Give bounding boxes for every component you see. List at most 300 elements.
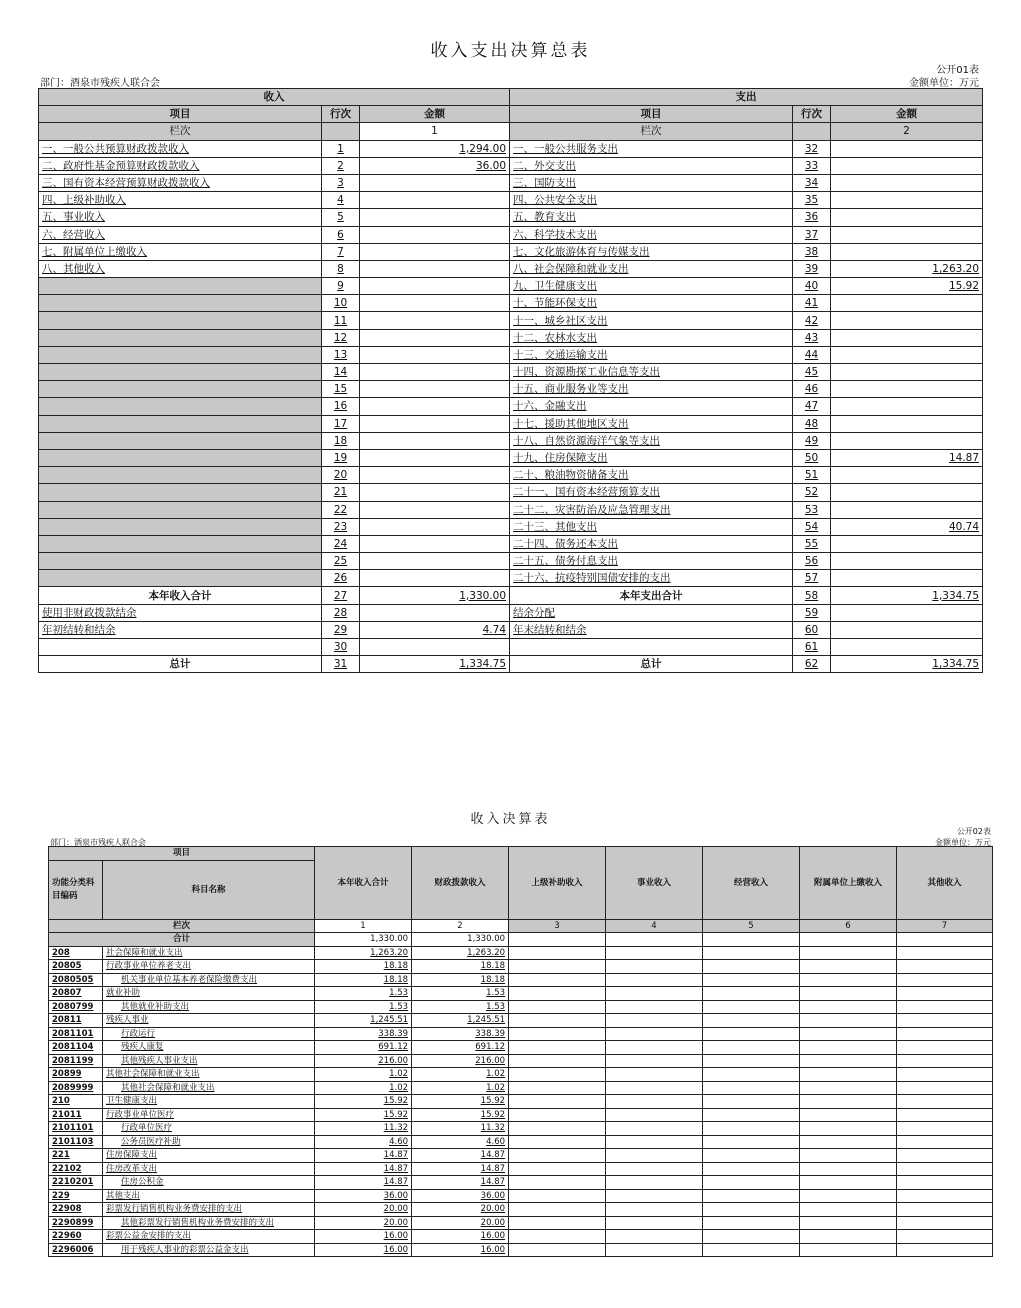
- income-amount: 36.00: [360, 157, 510, 174]
- empty-cell: [703, 1041, 800, 1055]
- col-index-label: 栏次: [39, 123, 322, 140]
- empty-cell: [800, 1243, 897, 1257]
- report1-dept: 部门：酒泉市残疾人联合会: [40, 78, 160, 89]
- income-line-no: 13: [322, 346, 360, 363]
- expense-item: 七、文化旅游体育与传媒支出: [510, 243, 793, 260]
- income-total-value: 36.00: [315, 1189, 412, 1203]
- empty-cell: [509, 1203, 606, 1217]
- income-item: [39, 312, 322, 329]
- income-line-no: 21: [322, 484, 360, 501]
- expense-amount: [831, 467, 983, 484]
- fiscal-income-value: 18.18: [412, 960, 509, 974]
- income-total-value: 338.39: [315, 1027, 412, 1041]
- fiscal-income-value: 18.18: [412, 973, 509, 987]
- empty-cell: [703, 960, 800, 974]
- expense-item: 十五、商业服务业等支出: [510, 381, 793, 398]
- fiscal-income-value: 14.87: [412, 1162, 509, 1176]
- total-fiscal-value: 1,330.00: [412, 933, 509, 947]
- expense-item: 一、一般公共服务支出: [510, 140, 793, 157]
- subject-code: 20899: [49, 1068, 103, 1082]
- expense-line-no: 46: [793, 381, 831, 398]
- table-row: [39, 260, 983, 277]
- income-item: 八、其他收入: [39, 260, 322, 277]
- table-row: [49, 1068, 993, 1082]
- table-row: [49, 1203, 993, 1217]
- income-item: [39, 518, 322, 535]
- empty-cell: [800, 1203, 897, 1217]
- table-row: [49, 1054, 993, 1068]
- subject-code: 208: [49, 946, 103, 960]
- col-header-item: 项目: [510, 106, 793, 123]
- table-row: [39, 553, 983, 570]
- expense-line-no: 56: [793, 553, 831, 570]
- table-row: [39, 226, 983, 243]
- fiscal-income-value: 14.87: [412, 1149, 509, 1163]
- subject-name: 行政运行: [103, 1027, 315, 1041]
- empty-cell: [897, 1122, 993, 1136]
- empty-cell: [800, 960, 897, 974]
- empty-cell: [509, 1108, 606, 1122]
- fiscal-income-value: 691.12: [412, 1041, 509, 1055]
- income-amount: [360, 604, 510, 621]
- subject-name: 用于残疾人事业的彩票公益金支出: [103, 1243, 315, 1257]
- empty-cell: [703, 1189, 800, 1203]
- income-amount: [360, 295, 510, 312]
- income-amount: [360, 432, 510, 449]
- empty-cell: [509, 1000, 606, 1014]
- table-row: [49, 1081, 993, 1095]
- expense-amount: 40.74: [831, 518, 983, 535]
- income-line-no: 26: [322, 570, 360, 587]
- expense-item: 十、节能环保支出: [510, 295, 793, 312]
- empty-cell: [897, 1135, 993, 1149]
- income-amount: [360, 553, 510, 570]
- col-header-item: 项目: [39, 106, 322, 123]
- expense-amount: [831, 398, 983, 415]
- table-row: [39, 398, 983, 415]
- income-item: [39, 398, 322, 415]
- empty-cell: [509, 1216, 606, 1230]
- income-total-amount: 1,330.00: [360, 587, 510, 604]
- table-row: [39, 295, 983, 312]
- expense-total-line: 58: [793, 587, 831, 604]
- expense-item: 三、国防支出: [510, 174, 793, 191]
- income-item: [39, 553, 322, 570]
- table-row: [49, 1041, 993, 1055]
- table-row: [49, 1189, 993, 1203]
- empty-cell: [703, 1122, 800, 1136]
- empty-cell: [897, 1162, 993, 1176]
- empty-cell: [800, 1027, 897, 1041]
- income-line-no: 6: [322, 226, 360, 243]
- table-row: [39, 364, 983, 381]
- subject-name: 其他社会保障和就业支出: [103, 1081, 315, 1095]
- subject-code: 22102: [49, 1162, 103, 1176]
- fiscal-income-value: 4.60: [412, 1135, 509, 1149]
- empty-cell: [897, 1000, 993, 1014]
- subject-name: 彩票公益金安排的支出: [103, 1230, 315, 1244]
- expense-line-no: 54: [793, 518, 831, 535]
- table-row: [49, 1000, 993, 1014]
- income-expense-summary-table: [38, 88, 983, 673]
- fiscal-income-value: 16.00: [412, 1243, 509, 1257]
- empty-cell: [703, 1027, 800, 1041]
- report2-dept: 部门：酒泉市残疾人联合会: [50, 838, 146, 847]
- expense-amount: [831, 570, 983, 587]
- income-line-no: 1: [322, 140, 360, 157]
- income-section-header: 收入: [39, 89, 510, 106]
- table-row: [39, 639, 983, 656]
- table-row: [49, 1243, 993, 1257]
- expense-amount: [831, 484, 983, 501]
- table-row: [39, 174, 983, 191]
- empty-cell: [703, 1135, 800, 1149]
- income-total-value: 216.00: [315, 1054, 412, 1068]
- income-amount: [360, 381, 510, 398]
- income-amount: [360, 518, 510, 535]
- annual-total-row: [39, 587, 983, 604]
- expense-line-no: 38: [793, 243, 831, 260]
- col-index-value: 2: [831, 123, 983, 140]
- income-total-value: 20.00: [315, 1216, 412, 1230]
- income-amount: [360, 484, 510, 501]
- expense-amount: [831, 364, 983, 381]
- expense-item: 十六、金融支出: [510, 398, 793, 415]
- table-row: [39, 518, 983, 535]
- empty-cell: [509, 946, 606, 960]
- income-item: [39, 449, 322, 466]
- income-line-no: 3: [322, 174, 360, 191]
- expense-line-no: 48: [793, 415, 831, 432]
- empty-cell: [897, 1014, 993, 1028]
- expense-item: 十七、援助其他地区支出: [510, 415, 793, 432]
- expense-line-no: 36: [793, 209, 831, 226]
- expense-item: 五、教育支出: [510, 209, 793, 226]
- expense-line-no: 44: [793, 346, 831, 363]
- income-total-value: 1.53: [315, 987, 412, 1001]
- income-item: [39, 415, 322, 432]
- table-row: [49, 1230, 993, 1244]
- expense-amount: [831, 501, 983, 518]
- income-line-no: 20: [322, 467, 360, 484]
- expense-amount: [831, 243, 983, 260]
- subject-name: 其他支出: [103, 1189, 315, 1203]
- empty-cell: [606, 1189, 703, 1203]
- expense-amount: [831, 346, 983, 363]
- empty-cell: [897, 1108, 993, 1122]
- col-header-name: 科目名称: [103, 860, 315, 919]
- subject-code: 20811: [49, 1014, 103, 1028]
- expense-item: 年末结转和结余: [510, 621, 793, 638]
- report1-unit: 金额单位：万元: [909, 78, 979, 89]
- table-row: [49, 1216, 993, 1230]
- empty-cell: [897, 946, 993, 960]
- expense-line-no: 45: [793, 364, 831, 381]
- expense-amount: [831, 381, 983, 398]
- empty-cell: [703, 1230, 800, 1244]
- expense-total-amount: 1,334.75: [831, 587, 983, 604]
- table-row: [39, 381, 983, 398]
- fiscal-income-value: 15.92: [412, 1095, 509, 1109]
- empty-cell: [606, 960, 703, 974]
- empty-cell: [606, 1068, 703, 1082]
- empty-cell: [800, 1014, 897, 1028]
- income-amount: 4.74: [360, 621, 510, 638]
- expense-item: 十三、交通运输支出: [510, 346, 793, 363]
- expense-line-no: 40: [793, 278, 831, 295]
- fiscal-income-value: 16.00: [412, 1230, 509, 1244]
- subject-name: 就业补助: [103, 987, 315, 1001]
- empty-cell: [606, 1135, 703, 1149]
- table-row: [49, 1108, 993, 1122]
- empty-cell: [703, 1149, 800, 1163]
- income-line-no: 25: [322, 553, 360, 570]
- col-header-amount: 金额: [831, 106, 983, 123]
- income-line-no: 22: [322, 501, 360, 518]
- grand-income-amount: 1,334.75: [360, 656, 510, 673]
- empty-cell: [509, 1176, 606, 1190]
- expense-amount: [831, 604, 983, 621]
- expense-amount: [831, 140, 983, 157]
- empty-cell: [606, 1162, 703, 1176]
- expense-amount: [831, 174, 983, 191]
- income-line-no: 23: [322, 518, 360, 535]
- table-row: [49, 960, 993, 974]
- empty-cell: [897, 1203, 993, 1217]
- income-amount: [360, 467, 510, 484]
- expense-item: 十一、城乡社区支出: [510, 312, 793, 329]
- empty-cell: [509, 1027, 606, 1041]
- subject-name: 行政事业单位医疗: [103, 1108, 315, 1122]
- subject-code: 22908: [49, 1203, 103, 1217]
- report1-form-code: 公开01表: [936, 65, 979, 76]
- empty-cell: [606, 1176, 703, 1190]
- empty-cell: [897, 973, 993, 987]
- fiscal-income-value: 20.00: [412, 1216, 509, 1230]
- income-amount: [360, 226, 510, 243]
- empty-cell: [509, 1041, 606, 1055]
- col-index-value: 6: [800, 919, 897, 933]
- empty-cell: [509, 1054, 606, 1068]
- expense-amount: [831, 295, 983, 312]
- empty-cell: [606, 1041, 703, 1055]
- col-header-affiliated: 附属单位上缴收入: [800, 847, 897, 920]
- income-total-label: 本年收入合计: [39, 587, 322, 604]
- empty-cell: [509, 1243, 606, 1257]
- col-index-blank: [793, 123, 831, 140]
- income-line-no: 5: [322, 209, 360, 226]
- table-row: [49, 1149, 993, 1163]
- fiscal-income-value: 36.00: [412, 1189, 509, 1203]
- income-line-no: 14: [322, 364, 360, 381]
- subject-code: 2290899: [49, 1216, 103, 1230]
- fiscal-income-value: 1.53: [412, 1000, 509, 1014]
- table-row: [39, 621, 983, 638]
- income-total-value: 18.18: [315, 973, 412, 987]
- empty-cell: [800, 1189, 897, 1203]
- fiscal-income-value: 14.87: [412, 1176, 509, 1190]
- table-row: [49, 1014, 993, 1028]
- table-row: [39, 449, 983, 466]
- empty-cell: [800, 1041, 897, 1055]
- income-line-no: 30: [322, 639, 360, 656]
- income-amount: [360, 570, 510, 587]
- income-amount: [360, 329, 510, 346]
- col-index-value: 4: [606, 919, 703, 933]
- income-item: [39, 484, 322, 501]
- empty-cell: [606, 1243, 703, 1257]
- expense-amount: [831, 621, 983, 638]
- expense-line-no: 42: [793, 312, 831, 329]
- subject-name: 公务员医疗补助: [103, 1135, 315, 1149]
- grand-expense-line: 62: [793, 656, 831, 673]
- empty-cell: [800, 973, 897, 987]
- empty-cell: [800, 946, 897, 960]
- table-row: [49, 1162, 993, 1176]
- income-total-value: 15.92: [315, 1108, 412, 1122]
- col-header-item: 项目: [49, 847, 315, 861]
- col-header-superior: 上级补助收入: [509, 847, 606, 920]
- empty-cell: [897, 960, 993, 974]
- table-row: [39, 157, 983, 174]
- expense-line-no: 52: [793, 484, 831, 501]
- fiscal-income-value: 20.00: [412, 1203, 509, 1217]
- table-row: [39, 329, 983, 346]
- income-amount: 1,294.00: [360, 140, 510, 157]
- expense-line-no: 53: [793, 501, 831, 518]
- income-amount: [360, 346, 510, 363]
- subject-name: 卫生健康支出: [103, 1095, 315, 1109]
- income-line-no: 10: [322, 295, 360, 312]
- empty-cell: [703, 1216, 800, 1230]
- expense-item: 十四、资源勘探工业信息等支出: [510, 364, 793, 381]
- table-row: [49, 946, 993, 960]
- expense-line-no: 35: [793, 192, 831, 209]
- expense-line-no: 57: [793, 570, 831, 587]
- empty-cell: [509, 973, 606, 987]
- expense-item: 二十、粮油物资储备支出: [510, 467, 793, 484]
- income-total-value: 20.00: [315, 1203, 412, 1217]
- empty-cell: [897, 1149, 993, 1163]
- empty-cell: [897, 1027, 993, 1041]
- subject-code: 22960: [49, 1230, 103, 1244]
- empty-cell: [897, 1216, 993, 1230]
- table-row: [39, 312, 983, 329]
- income-amount: [360, 639, 510, 656]
- col-index-value: 5: [703, 919, 800, 933]
- grand-total-row: [39, 656, 983, 673]
- income-item: [39, 570, 322, 587]
- col-header-amount: 金额: [360, 106, 510, 123]
- income-item: [39, 295, 322, 312]
- expense-line-no: 50: [793, 449, 831, 466]
- income-item: [39, 381, 322, 398]
- expense-amount: [831, 553, 983, 570]
- empty-cell: [606, 1216, 703, 1230]
- col-index-value: 7: [897, 919, 993, 933]
- empty-cell: [509, 987, 606, 1001]
- table-row: [39, 501, 983, 518]
- fiscal-income-value: 1.53: [412, 987, 509, 1001]
- income-item: 使用非财政拨款结余: [39, 604, 322, 621]
- expense-item: 十八、自然资源海洋气象等支出: [510, 432, 793, 449]
- income-amount: [360, 415, 510, 432]
- empty-cell: [606, 1122, 703, 1136]
- table-row: [39, 140, 983, 157]
- income-line-no: 15: [322, 381, 360, 398]
- empty-cell: [606, 1108, 703, 1122]
- subject-name: 其他彩票发行销售机构业务费安排的支出: [103, 1216, 315, 1230]
- table-row: [49, 1095, 993, 1109]
- grand-income-line: 31: [322, 656, 360, 673]
- empty-cell: [606, 946, 703, 960]
- subject-code: 2101103: [49, 1135, 103, 1149]
- empty-cell: [509, 1135, 606, 1149]
- expense-amount: [831, 226, 983, 243]
- empty-cell: [800, 1054, 897, 1068]
- col-index-label: 栏次: [49, 919, 315, 933]
- expense-line-no: 61: [793, 639, 831, 656]
- subject-name: 住房保障支出: [103, 1149, 315, 1163]
- income-line-no: 11: [322, 312, 360, 329]
- table-row: [39, 243, 983, 260]
- empty-cell: [897, 1054, 993, 1068]
- income-item: [39, 501, 322, 518]
- empty-cell: [509, 1162, 606, 1176]
- report2-form-code: 公开02表: [956, 827, 991, 836]
- income-line-no: 8: [322, 260, 360, 277]
- income-amount: [360, 260, 510, 277]
- income-amount: [360, 449, 510, 466]
- empty-cell: [703, 1081, 800, 1095]
- expense-line-no: 33: [793, 157, 831, 174]
- col-header-fiscal: 财政拨款收入: [412, 847, 509, 920]
- empty-cell: [509, 1122, 606, 1136]
- income-amount: [360, 364, 510, 381]
- empty-cell: [703, 1243, 800, 1257]
- fiscal-income-value: 1,263.20: [412, 946, 509, 960]
- col-header-line: 行次: [322, 106, 360, 123]
- table-row: [39, 415, 983, 432]
- expense-item: [510, 639, 793, 656]
- table-row: [39, 467, 983, 484]
- col-index-value: 3: [509, 919, 606, 933]
- income-total-value: 1.02: [315, 1068, 412, 1082]
- expense-amount: [831, 535, 983, 552]
- empty-cell: [509, 1014, 606, 1028]
- subject-code: 2080799: [49, 1000, 103, 1014]
- income-amount: [360, 312, 510, 329]
- empty-cell: [606, 1000, 703, 1014]
- empty-cell: [606, 987, 703, 1001]
- table-row: [39, 432, 983, 449]
- income-line-no: 28: [322, 604, 360, 621]
- table-row: [49, 1135, 993, 1149]
- income-line-no: 2: [322, 157, 360, 174]
- empty-cell: [703, 1000, 800, 1014]
- empty-cell: [606, 1149, 703, 1163]
- empty-cell: [703, 1068, 800, 1082]
- income-line-no: 17: [322, 415, 360, 432]
- empty-cell: [800, 1230, 897, 1244]
- empty-cell: [703, 933, 800, 947]
- empty-cell: [897, 1068, 993, 1082]
- grand-total-label: 总计: [510, 656, 793, 673]
- empty-cell: [509, 1230, 606, 1244]
- income-item: 二、政府性基金预算财政拨款收入: [39, 157, 322, 174]
- empty-cell: [800, 1216, 897, 1230]
- income-total-value: 1.02: [315, 1081, 412, 1095]
